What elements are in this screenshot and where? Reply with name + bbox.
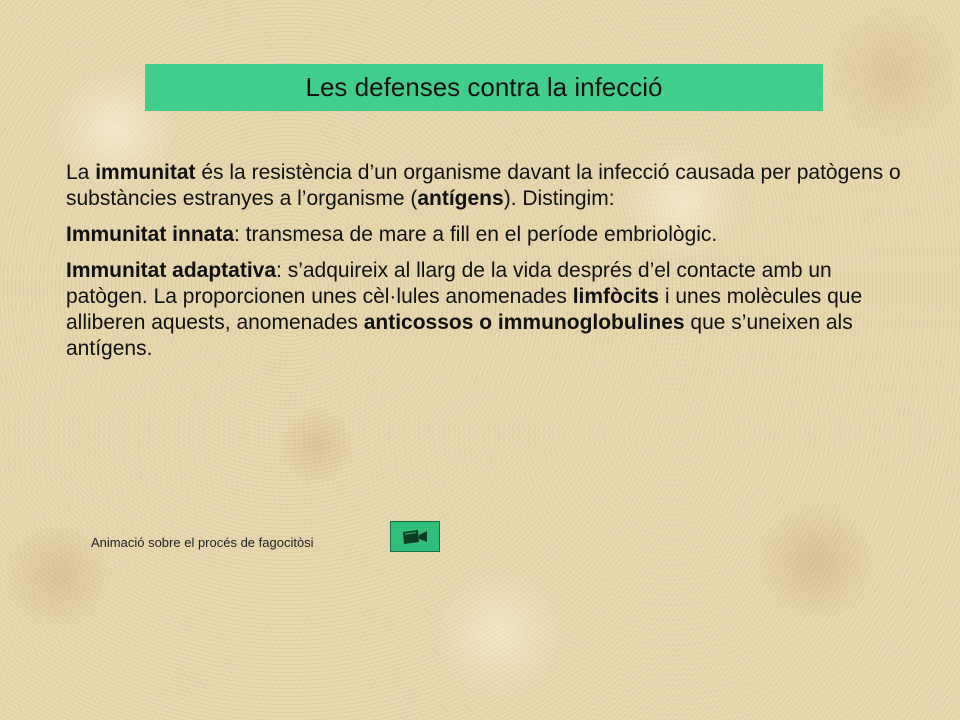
text: : s’adquireix al llarg de la vida després d’el contacte amb un patògen. La proporcionen unes cèl·lules anomenades [66, 259, 832, 308]
term-immunitat-adaptativa: Immunitat adaptativa [66, 259, 277, 282]
slide-title [145, 64, 823, 111]
text: és la resistència d’un organisme davant la infecció causada per patògens o substàncies estranyes a l’organisme ( [66, 161, 901, 210]
slide-body [66, 160, 906, 372]
text: La [66, 161, 96, 184]
text: que s’uneixen als antígens. [66, 311, 853, 360]
term-anticossos: anticossos o immunoglobulines [363, 311, 685, 334]
video-button[interactable] [390, 521, 440, 552]
term-immunitat-innata: Immunitat innata [66, 223, 235, 246]
term-immunitat: immunitat [95, 161, 196, 184]
slide-title-text: Les defenses contra la infecció [305, 72, 663, 102]
video-camera-icon [401, 529, 429, 545]
text: i unes molècules que alliberen aquests, anomenades [66, 285, 863, 334]
animation-label: Animació sobre el procés de fagocitòsi [91, 535, 314, 550]
text: ). Distingim: [503, 187, 615, 210]
term-antigens: antígens [417, 187, 504, 210]
paragraph-adaptive-immunity [66, 258, 906, 362]
paragraph-innate-immunity [66, 222, 906, 248]
text: : transmesa de mare a fill en el període embriològic. [234, 223, 718, 246]
paragraph-immunity-definition [66, 160, 906, 212]
term-limfocits: limfòcits [572, 285, 660, 308]
